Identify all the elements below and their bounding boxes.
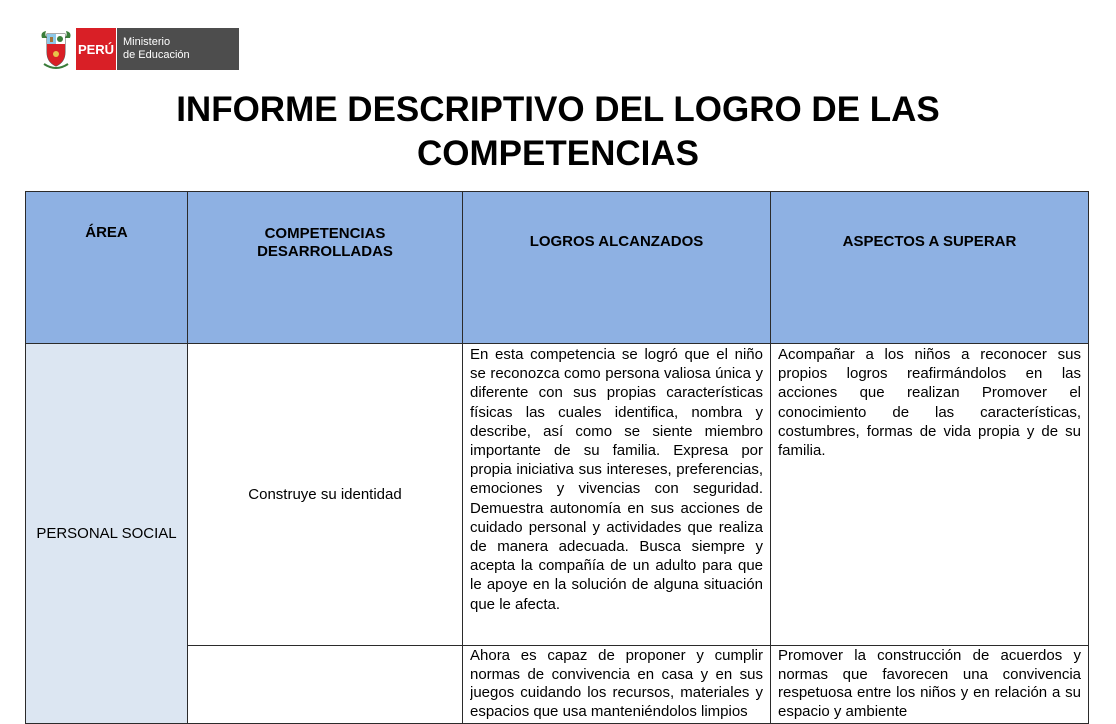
ministry-logo [38,28,239,70]
ministry-line-2: de Educación [123,49,190,61]
competencia-cell: Construye su identidad [188,344,463,646]
header-competencias: COMPETENCIAS DESARROLLADAS [188,192,463,344]
competencia-cell [188,646,463,724]
logros-cell [463,646,771,724]
title-line-2: COMPETENCIAS [417,134,699,173]
header-area: ÁREA [26,192,188,344]
table-header-row [26,192,1089,344]
ministry-line-1: Ministerio [123,36,171,48]
header-aspectos: ASPECTOS A SUPERAR [771,192,1089,344]
area-cell: PERSONAL SOCIAL [26,344,188,724]
logros-text: Ahora es capaz de proponer y cumplir normas de convivencia en casa y en sus juegos cuidando los recursos, materiales y espacios que usa manteniéndolos limpios [470,647,763,720]
aspectos-cell: Acompañar a los niños a reconocer sus propios logros reafirmándolos en las acciones que realizan Promover el conocimiento de las características, costumbres, formas de vida propia y de su familia. [771,344,1089,646]
coat-of-arms-icon [38,28,74,70]
header-logros: LOGROS ALCANZADOS [463,192,771,344]
aspectos-text: Promover la construcción de acuerdos y normas que favorecen una convivencia respetuosa entre los niños y en relación a su espacio y ambiente [778,647,1081,720]
aspectos-cell [771,646,1089,724]
ministry-label [116,28,239,70]
table-row [26,344,1089,646]
title-line-1: INFORME DESCRIPTIVO DEL LOGRO DE LAS [176,90,940,129]
document-title [0,88,1116,176]
peru-label: PERÚ [76,28,116,70]
competencies-table [25,191,1089,724]
logros-cell: En esta competencia se logró que el niño se reconozca como persona valiosa única y diferente con sus propias características físicas las cuales identifica, nombra y describe, así como se siente miembro importante de su familia. Expresa por propia iniciativa sus intereses, preferencias, emociones y vivencias con seguridad. Demuestra autonomía en sus acciones de cuidado personal y actividades que realiza de manera adecuada. Busca siempre y acepta la compañía de un adulto para que le apoye en la solución de alguna situación que le afecta. [463,344,771,646]
